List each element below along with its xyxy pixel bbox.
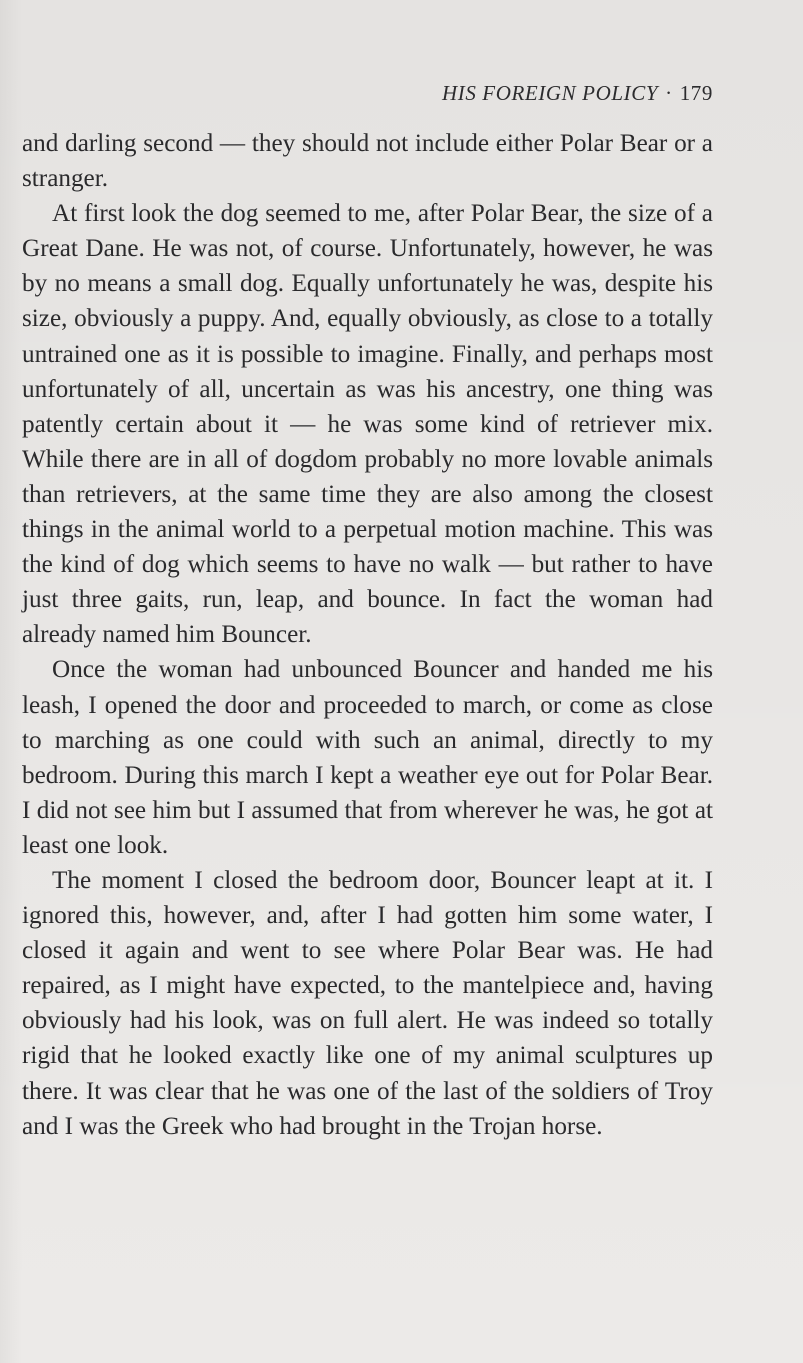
body-text xyxy=(22,126,713,1144)
running-title: HIS FOREIGN POLICY xyxy=(441,81,659,105)
header-separator: · xyxy=(665,81,673,105)
book-page xyxy=(22,76,713,1144)
paragraph-continuation: and darling second — they should not include either Polar Bear or a stranger. xyxy=(22,130,713,193)
page-number: 179 xyxy=(679,81,713,105)
paragraph: At first look the dog seemed to me, after Polar Bear, the size of a Great Dane. He was not, of course. Unfortunately, however, he was by no means a small dog. Equally unfortunately he was, despite his size, obviously a puppy. And, equally obviously, as close to a totally untrained one as it is possible to imagine. Finally, and perhaps most unfortunately of all, uncertain as was his ancestry, one thing was patently certain about it — he was some kind of retriever mix. While there are in all of dogdom probably no more lovable animals than retrievers, at the same time they are also among the closest things in the animal world to a perpetual motion machine. This was the kind of dog which seems to have no walk — but rather to have just three gaits, run, leap, and bounce. In fact the woman had already named him Bouncer. xyxy=(22,200,713,649)
paragraph: The moment I closed the bedroom door, Bouncer leapt at it. I ignored this, however, and, after I had gotten him some water, I closed it again and went to see where Polar Bear was. He had repaired, as I might have expected, to the mantelpiece and, having obviously had his look, was on full alert. He was indeed so totally rigid that he looked exactly like one of my animal sculptures up there. It was clear that he was one of the last of the soldiers of Troy and I was the Greek who had brought in the Trojan horse. xyxy=(22,866,713,1140)
running-head xyxy=(22,76,713,110)
paragraph: Once the woman had unbounced Bouncer and handed me his leash, I opened the door and proceeded to march, or come as close to marching as one could with such an animal, directly to my bedroom. During this march I kept a weather eye out for Polar Bear. I did not see him but I assumed that from wherever he was, he got at least one look. xyxy=(22,656,713,859)
